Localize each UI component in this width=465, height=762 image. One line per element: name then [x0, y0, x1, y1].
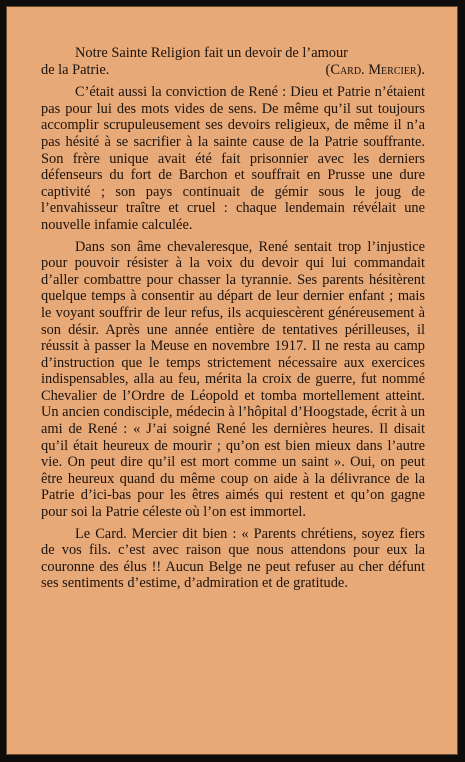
- epigraph-line-2: de la Patrie.: [41, 61, 110, 78]
- memorial-card: [6, 6, 458, 755]
- paragraph-cardinal-quote: Le Card. Mercier dit bien : « Parents chrétiens, soyez fiers de vos fils. c’est avec raison que nous attendons pour eux la couronne des élus !! Aucun Belge ne peut refuser au cher défunt ses sentiments d’estime, d’admiration et de gratitude.: [41, 525, 425, 592]
- epigraph-line-1: Notre Sainte Religion fait un devoir de l’amour: [75, 45, 348, 61]
- epigraph: [41, 45, 425, 78]
- paragraph-conviction: C’était aussi la conviction de René : Dieu et Patrie n’étaient pas pour lui des mots vides de sens. De même qu’il sut toujours accomplir scrupuleusement ses devoirs religieux, de même il n’a pas hésité à se sacrifier à la sainte cause de la Patrie souffrante. Son frère unique avait été fait prisonnier avec les derniers défenseurs du fort de Barchon et souffrait en Prusse une dure captivité ; son pays continuait de gémir sous le joug de l’envahisseur traître et cruel : chaque lendemain révélait une nouvelle infamie calculée.: [41, 84, 425, 233]
- card-text: [41, 45, 425, 597]
- paragraph-departure: Dans son âme chevaleresque, René sentait trop l’injustice pour pouvoir résister à la voix du devoir qui lui commandait d’aller combattre pour chasser la tyrannie. Ses parents hésitèrent quelque temps à consentir au départ de leur dernier enfant ; mais le voyant souffrir de leur refus, ils acquiescèrent généreusement à son désir. Après une année entière de tentatives périlleuses, il réussit à passer la Meuse en novembre 1917. Il ne resta au camp d’instruction que le temps strictement nécessaire aux exercices indispensables, alla au feu, mérita la croix de guerre, fut nommé Chevalier de l’Ordre de Léopold et tomba mortellement atteint. Un ancien condisciple, médecin à l’hôpital d’Hoogstade, écrit à un ami de René : « J’ai soigné René les dernières heures. Il disait qu’il était heureux de mourir ; qu’on est bien mieux dans l’autre vie. On peut dire qu’il est mort comme un saint ». Oui, on peut être heureux quand du même coup on aide à la délivrance de la Patrie d’ici-bas pour les êtres aimés qui restent et qu’on gagne pour soi la Patrie céleste où l’on est immortel.: [41, 238, 426, 521]
- epigraph-attribution: (Card. Mercier).: [325, 61, 425, 78]
